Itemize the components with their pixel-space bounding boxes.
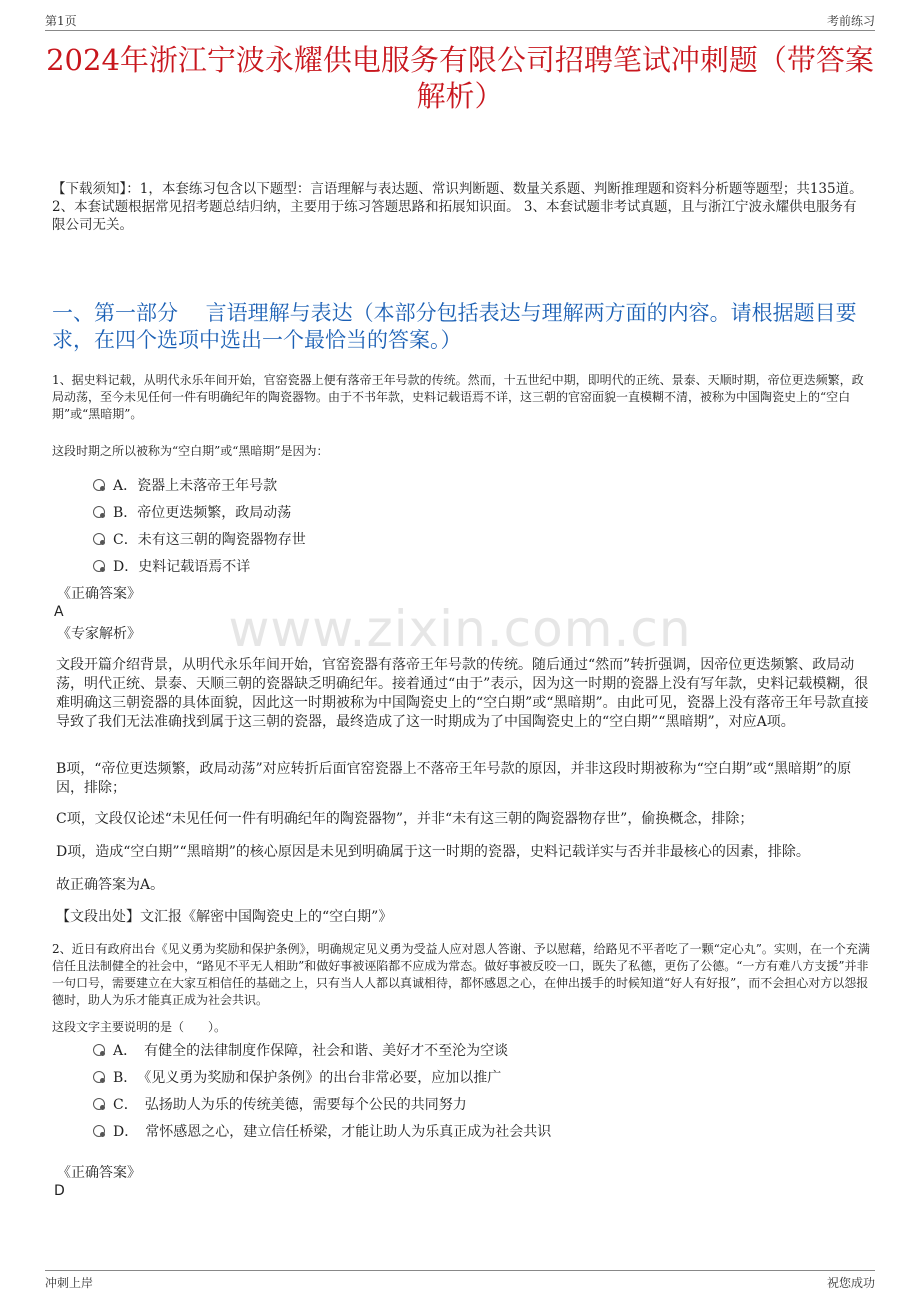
question-2-answer-label: 《正确答案》: [57, 1165, 141, 1181]
question-2-prompt: 这段文字主要说明的是（ ）。: [52, 1020, 227, 1034]
analysis-paragraph: B项，“帝位更迭频繁，政局动荡”对应转折后面官窑瓷器上不落帝王年号款的原因，并非这段时期被称为“空白期”或“黑暗期”的原因，排除；: [56, 761, 852, 796]
question-1-prompt: 这段时期之所以被称为“空白期”或“黑暗期”是因为：: [52, 444, 329, 458]
section-heading: 一、第一部分 言语理解与表达（本部分包括表达与理解两方面的内容。请根据题目要求，在四个选项中选出一个最恰当的答案。）: [52, 301, 857, 352]
question-2-stem: 2、近日有政府出台《见义勇为奖励和保护条例》，明确规定见义勇为受益人应对恩人答谢、予以慰藉，给路见不平者吃了一颗“定心丸”。实则，在一个充满信任且法制健全的社会中，“路见不平无人相助”和做好事被诬陷都不应成为常态。做好事被反咬一口，既失了私德，更伤了公德。“一方有难八方支援”并非一句口号，需要建立在大家互相信任的基础之上，只有当人人都以真诚相待，都怀感恩之心，在伸出援手的时候知道“好人有好报”，而不会担心对方以怨报德时，助人为乐才能真正成为社会共识。: [52, 942, 870, 1007]
analysis-paragraph: C项，文段仅论述“未见任何一件有明确纪年的陶瓷器物”，并非“未有这三朝的陶瓷器物存世”，偷换概念，排除；: [56, 811, 754, 827]
radio-icon[interactable]: [93, 1071, 105, 1083]
question-2-option-b[interactable]: B． 《见义勇为奖励和保护条例》的出台非常必要，应加以推广: [93, 1069, 501, 1087]
download-notice: 【下载须知】：1，本套练习包含以下题型：言语理解与表达题、常识判断题、数量关系题、判断推理题和资料分析题等题型；共135道。 2、本套试题根据常见招考题总结归纳，主要用于练习答题思路和拓展知识面。 3、本套试题非考试真题，且与浙江宁波永耀供电服务有限公司无关。: [52, 181, 863, 233]
question-2-option-a[interactable]: A． 有健全的法律制度作保障，社会和谐、美好才不至沦为空谈: [93, 1042, 508, 1060]
page-header: [45, 8, 875, 31]
radio-icon[interactable]: [93, 533, 105, 545]
analysis-paragraph: 故正确答案为A。: [56, 877, 165, 893]
radio-icon[interactable]: [93, 506, 105, 518]
document-title: 2024年浙江宁波永耀供电服务有限公司招聘笔试冲刺题（带答案解析）: [46, 43, 874, 113]
question-1-option-a[interactable]: A．瓷器上未落帝王年号款: [93, 477, 277, 495]
analysis-paragraph: D项，造成“空白期”“黑暗期”的核心原因是未见到明确属于这一时期的瓷器，史料记载详实与否并非最核心的因素，排除。: [56, 844, 810, 860]
radio-icon[interactable]: [93, 560, 105, 572]
footer-left: 冲刺上岸: [45, 1276, 94, 1290]
question-1-analysis-label: 《专家解析》: [57, 626, 141, 642]
source-citation: 【文段出处】文汇报《解密中国陶瓷史上的“空白期”》: [56, 909, 393, 925]
header-label: 考前练习: [826, 14, 875, 28]
page-footer: [45, 1270, 875, 1293]
question-1-answer-label: 《正确答案》: [57, 586, 141, 602]
page-number: 第1页: [45, 14, 77, 28]
question-1-answer: A: [54, 604, 64, 620]
radio-icon[interactable]: [93, 1044, 105, 1056]
question-1-option-d[interactable]: D．史料记载语焉不详: [93, 558, 250, 576]
radio-icon[interactable]: [93, 1125, 105, 1137]
analysis-paragraph: 文段开篇介绍背景，从明代永乐年间开始，官窑瓷器有落帝王年号款的传统。随后通过“然而”转折强调，因帝位更迭频繁、政局动荡，明代正统、景泰、天顺三朝的瓷器缺乏明确纪年。接着通过“由于”表示，因为这一时期的瓷器上没有写年款，史料记载模糊，很难明确这三朝瓷器的具体面貌，因此这一时期被称为中国陶瓷史上的“空白期”或“黑暗期”。由此可见，瓷器上没有落帝王年号款直接导致了我们无法准确找到属于这三朝的瓷器，最终造成了这一时期成为了中国陶瓷史上的“空白期”“黑暗期”，对应A项。: [56, 657, 869, 730]
watermark: www.zixin.com.cn: [228, 600, 692, 658]
question-2-option-c[interactable]: C． 弘扬助人为乐的传统美德，需要每个公民的共同努力: [93, 1096, 467, 1114]
question-2-answer: D: [54, 1183, 65, 1199]
radio-icon[interactable]: [93, 1098, 105, 1110]
question-2-option-d[interactable]: D． 常怀感恩之心，建立信任桥梁，才能让助人为乐真正成为社会共识: [93, 1123, 551, 1141]
footer-right: 祝您成功: [826, 1276, 875, 1290]
question-1-stem: 1、据史料记载，从明代永乐年间开始，官窑瓷器上便有落帝王年号款的传统。然而，十五世纪中期，即明代的正统、景泰、天顺时期，帝位更迭频繁，政局动荡，至今未见任何一件有明确纪年的陶瓷器物。由于不书年款，史料记载语焉不详，这三朝的官窑面貌一直模糊不清，被称为中国陶瓷史上的“空白期”或“黑暗期”。: [52, 373, 864, 421]
question-1-option-b[interactable]: B．帝位更迭频繁，政局动荡: [93, 504, 291, 522]
question-1-option-c[interactable]: C．未有这三朝的陶瓷器物存世: [93, 531, 306, 549]
radio-icon[interactable]: [93, 479, 105, 491]
